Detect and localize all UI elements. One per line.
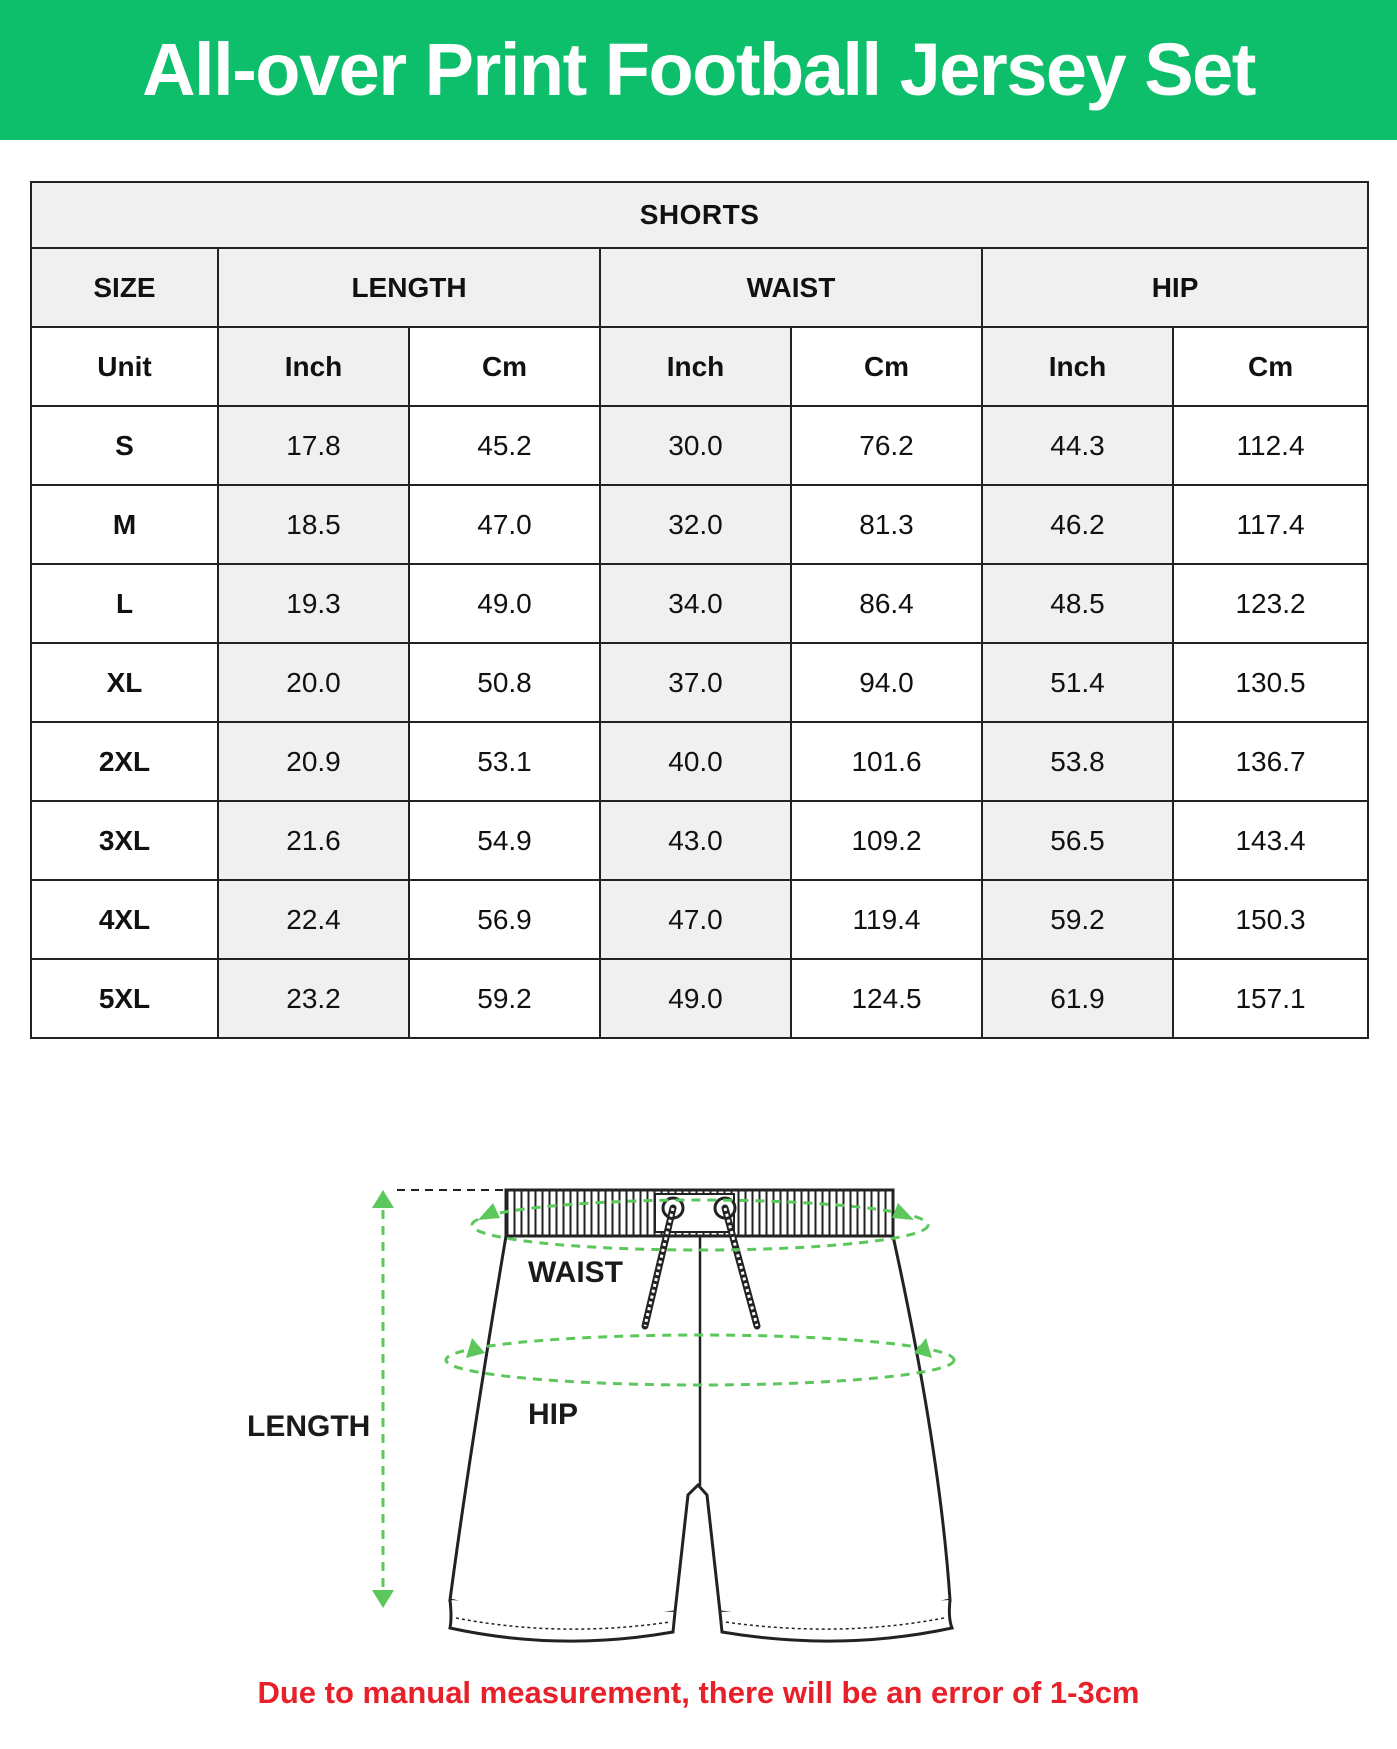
measurement-cell: 150.3	[1173, 880, 1368, 959]
waist-arrow-right	[892, 1203, 914, 1220]
measurement-cell: 48.5	[982, 564, 1173, 643]
table-title: SHORTS	[31, 182, 1368, 248]
measurement-cell: 23.2	[218, 959, 409, 1038]
size-cell: XL	[31, 643, 218, 722]
measurement-cell: 46.2	[982, 485, 1173, 564]
measurement-cell: 22.4	[218, 880, 409, 959]
hip-arrow-left	[466, 1338, 485, 1358]
size-cell: 2XL	[31, 722, 218, 801]
measurement-cell: 17.8	[218, 406, 409, 485]
hip-label: HIP	[528, 1398, 579, 1431]
measurement-cell: 136.7	[1173, 722, 1368, 801]
measurement-cell: 21.6	[218, 801, 409, 880]
measurement-cell: 56.5	[982, 801, 1173, 880]
measurement-cell: 44.3	[982, 406, 1173, 485]
table-row	[31, 801, 1368, 880]
table-row	[31, 643, 1368, 722]
header-hip: HIP	[982, 248, 1368, 327]
page-title: All-over Print Football Jersey Set	[142, 28, 1255, 111]
measurement-cell: 30.0	[600, 406, 791, 485]
measurement-cell: 119.4	[791, 880, 982, 959]
measurement-cell: 123.2	[1173, 564, 1368, 643]
waist-label: WAIST	[528, 1256, 623, 1289]
measurement-cell: 59.2	[982, 880, 1173, 959]
measurement-cell: 143.4	[1173, 801, 1368, 880]
measurement-cell: 117.4	[1173, 485, 1368, 564]
measurement-cell: 43.0	[600, 801, 791, 880]
measurement-cell: 109.2	[791, 801, 982, 880]
unit-waist-cm: Cm	[791, 327, 982, 406]
measurement-cell: 76.2	[791, 406, 982, 485]
size-cell: 3XL	[31, 801, 218, 880]
measurement-cell: 53.8	[982, 722, 1173, 801]
measurement-cell: 56.9	[409, 880, 600, 959]
size-cell: 5XL	[31, 959, 218, 1038]
measurement-cell: 32.0	[600, 485, 791, 564]
unit-hip-inch: Inch	[982, 327, 1173, 406]
measurement-cell: 130.5	[1173, 643, 1368, 722]
measurement-disclaimer: Due to manual measurement, there will be an error of 1-3cm	[257, 1675, 1140, 1710]
measurement-cell: 59.2	[409, 959, 600, 1038]
measurement-cell: 45.2	[409, 406, 600, 485]
size-cell: 4XL	[31, 880, 218, 959]
unit-length-inch: Inch	[218, 327, 409, 406]
measurement-cell: 47.0	[409, 485, 600, 564]
shorts-illustration	[0, 1150, 1397, 1670]
unit-hip-cm: Cm	[1173, 327, 1368, 406]
measurement-cell: 61.9	[982, 959, 1173, 1038]
length-arrow-top	[372, 1190, 394, 1208]
waist-arrow-left	[478, 1203, 500, 1220]
measurement-cell: 53.1	[409, 722, 600, 801]
size-cell: S	[31, 406, 218, 485]
table-row	[31, 880, 1368, 959]
table-row	[31, 406, 1368, 485]
table-row	[31, 959, 1368, 1038]
unit-waist-inch: Inch	[600, 327, 791, 406]
measurement-cell: 94.0	[791, 643, 982, 722]
measurement-cell: 112.4	[1173, 406, 1368, 485]
measurement-cell: 157.1	[1173, 959, 1368, 1038]
measurement-cell: 19.3	[218, 564, 409, 643]
measurement-cell: 49.0	[600, 959, 791, 1038]
measurement-cell: 54.9	[409, 801, 600, 880]
measurement-cell: 50.8	[409, 643, 600, 722]
size-cell: L	[31, 564, 218, 643]
measurement-cell: 18.5	[218, 485, 409, 564]
table-row	[31, 722, 1368, 801]
measurement-cell: 51.4	[982, 643, 1173, 722]
unit-length-cm: Cm	[409, 327, 600, 406]
length-label: LENGTH	[247, 1410, 371, 1443]
header-length: LENGTH	[218, 248, 600, 327]
title-banner	[0, 0, 1397, 140]
measurement-cell: 124.5	[791, 959, 982, 1038]
measurement-cell: 86.4	[791, 564, 982, 643]
measurement-cell: 20.0	[218, 643, 409, 722]
unit-label: Unit	[31, 327, 218, 406]
measurement-cell: 47.0	[600, 880, 791, 959]
measurement-cell: 37.0	[600, 643, 791, 722]
size-chart-table	[30, 181, 1369, 1039]
measurement-diagram	[0, 1150, 1397, 1670]
header-size: SIZE	[31, 248, 218, 327]
measurement-cell: 49.0	[409, 564, 600, 643]
header-waist: WAIST	[600, 248, 982, 327]
measurement-cell: 101.6	[791, 722, 982, 801]
table-row	[31, 485, 1368, 564]
table-row	[31, 564, 1368, 643]
measurement-cell: 34.0	[600, 564, 791, 643]
measurement-cell: 40.0	[600, 722, 791, 801]
length-arrow-bottom	[372, 1590, 394, 1608]
size-cell: M	[31, 485, 218, 564]
measurement-cell: 81.3	[791, 485, 982, 564]
measurement-cell: 20.9	[218, 722, 409, 801]
